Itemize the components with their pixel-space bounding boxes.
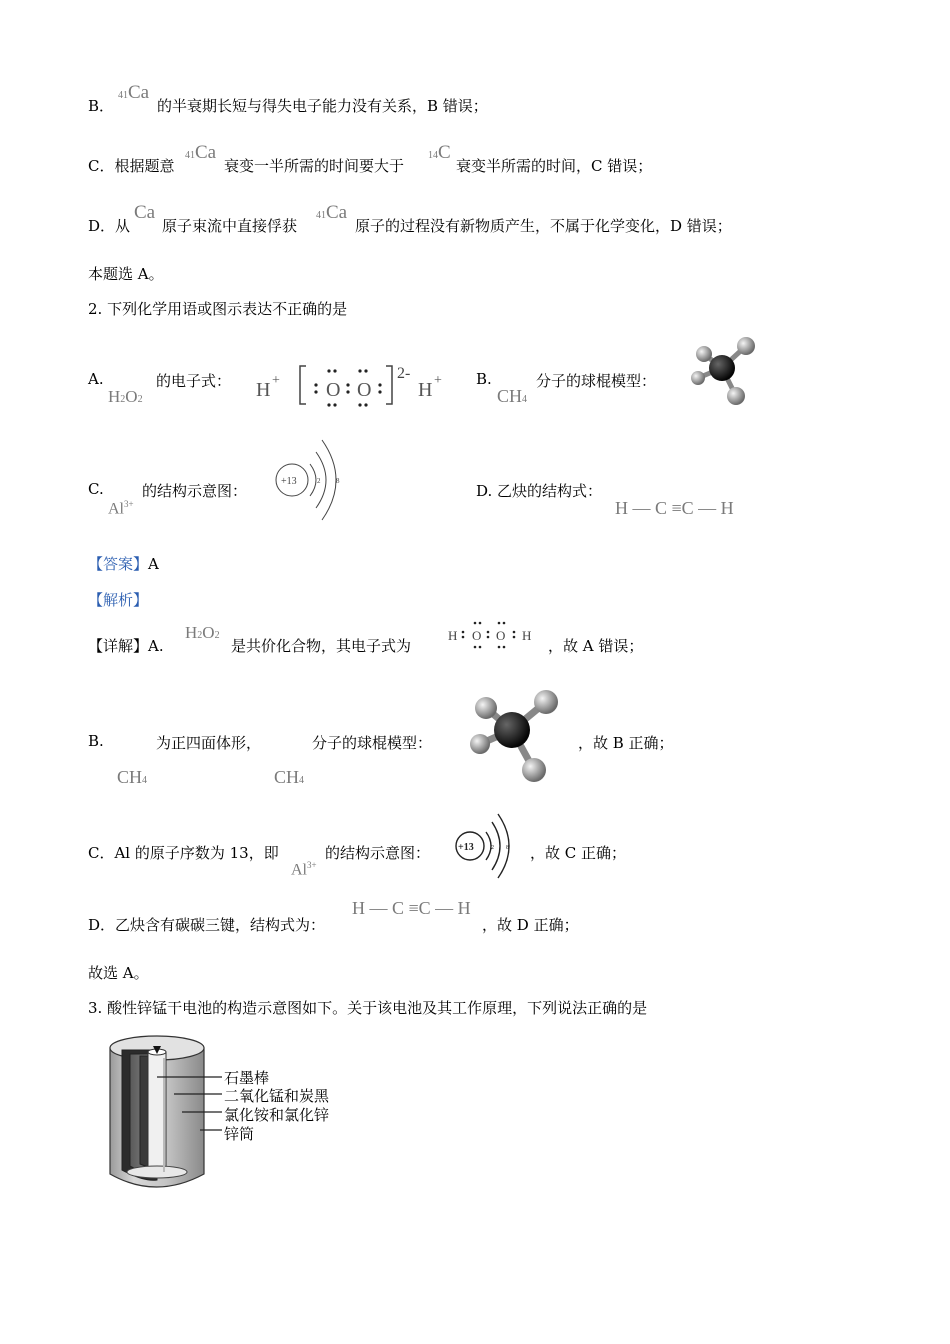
formula-sub: 2 [214,630,220,641]
q2-conclusion: 故选 A。 [88,964,149,982]
oxygen-1: O [472,628,482,643]
element-ca: Ca [134,202,156,223]
detail-a-end: ，故 A 错误； [548,637,644,655]
ion-symbol: Al [291,861,307,879]
formula-ch4 [497,386,527,407]
q2-title: 2. 下列化学用语或图示表达不正确的是 [88,300,348,318]
element-symbol: Ca [195,142,217,163]
oxygen-2: O [357,379,372,401]
ion-charge: 3+ [124,499,134,509]
shell-1-electrons: 2 [491,845,494,851]
formula-part: O [125,387,138,406]
h-right: H [418,379,433,401]
nucleus-charge: +13 [458,842,474,853]
detail-a-mid: 是共价化合物，其电子式为 [231,637,412,655]
isotope-ca41 [118,82,149,104]
q2-option-a-label: A. [88,370,104,388]
element-symbol: Ca [326,202,348,223]
q2-option-a-text: 的电子式： [156,372,232,390]
q1-option-c: C．根据题意 [88,157,175,175]
formula-sub: 4 [142,775,148,786]
q1-option-c-mid: 衰变一半所需的时间要大于 [224,157,405,175]
formula-part: CH [274,767,300,787]
q2-option-c-text: 的结构示意图： [142,482,248,500]
formula-part: CH [117,767,143,787]
ion-al3 [291,860,317,879]
q1-option-d-mid: 原子束流中直接俘获 [162,217,298,235]
formula-part: O [202,623,215,642]
formula-sub: 4 [522,394,528,405]
detail-tag: 【详解】 [88,637,149,655]
al-ion-structure-diagram [270,438,350,522]
acetylene-structural-formula: H — C ≡C — H [352,898,471,918]
h2o2-electron-formula [446,618,538,652]
q2-option-d-label: D. 乙炔的结构式： [476,482,603,500]
shell-1-electrons: 2 [317,477,321,485]
answer-tag: 【答案】 [88,555,149,573]
formula-ch4 [274,767,304,788]
mass-number: 41 [185,150,195,161]
mass-number: 41 [316,210,326,221]
h-charge: + [434,373,442,388]
h-1: H [448,628,458,643]
mass-number: 41 [118,90,128,101]
formula-sub: 4 [299,775,305,786]
option-label: B． [88,97,115,115]
formula-part: H [185,623,198,642]
q1-option-d-text: 原子的过程没有新物质产生，不属于化学变化，D 错误； [355,217,732,235]
h-left: H [256,379,271,401]
isotope-c14 [428,142,451,164]
isotope-ca41 [316,202,347,224]
al-ion-structure-diagram [452,812,518,880]
formula-ch4 [117,767,147,788]
ionic-electron-formula [252,360,462,410]
detail-b-text1: 为正四面体形， [156,734,262,752]
detail-b-end: ，故 B 正确； [578,734,674,752]
q2-option-c-label: C. [88,480,104,498]
q2-option-b-label: B. [476,370,492,388]
h-2: H [522,628,532,643]
ion-symbol: Al [108,500,124,518]
detail-c-text: 的结构示意图： [325,844,431,862]
detail-c-label: C．Al 的原子序数为 13，即 [88,844,279,862]
formula-sub: 2 [137,394,143,405]
q1-conclusion: 本题选 A。 [88,265,164,283]
detail-d-end: ，故 D 正确； [482,916,579,934]
methane-ball-stick-model [462,684,568,790]
electron-dots [462,622,516,649]
ion-al3 [108,499,134,518]
electron-dots [314,369,381,406]
analysis-tag: 【解析】 [88,591,149,609]
element-symbol: Ca [128,82,150,103]
q1-option-d: D．从 [88,217,131,235]
oxygen-2: O [496,628,506,643]
detail-label: A. [148,637,164,655]
label-mno2-carbon-black: 二氧化锰和炭黑 [224,1087,330,1105]
detail-b-text2: 分子的球棍模型： [312,734,433,752]
q2-option-b-text: 分子的球棍模型： [536,372,657,390]
formula-sub: 2 [120,394,126,405]
h-charge: + [272,373,280,388]
isotope-ca41 [185,142,216,164]
detail-b-label: B. [88,732,104,750]
detail-d-label: D．乙炔含有碳碳三键，结构式为： [88,916,326,934]
label-zinc-can: 锌筒 [224,1125,255,1143]
ion-charge: 3+ [307,860,317,870]
q1-option-c-text: 衰变半所需的时间，C 错误； [456,157,653,175]
answer-line [88,553,159,574]
detail-a [88,635,164,656]
label-graphite-rod: 石墨棒 [224,1069,270,1087]
q3-title: 3. 酸性锌锰干电池的构造示意图如下。关于该电池及其工作原理，下列说法正确的是 [88,999,648,1017]
methane-ball-stick-model [684,332,764,412]
ion-charge: 2- [397,365,411,382]
formula-part: H [108,387,121,406]
element-symbol: C [438,142,451,163]
oxygen-1: O [326,379,341,401]
detail-c-end: ，故 C 正确； [530,844,627,862]
formula-h2o2 [185,623,220,643]
label-nh4cl-zncl2: 氯化铵和氯化锌 [224,1106,330,1124]
formula-h2o2 [108,387,143,407]
shell-2-electrons: 8 [336,477,340,485]
formula-part: CH [497,386,523,406]
nucleus-charge: +13 [281,476,297,487]
q1-option-b [88,95,114,116]
acetylene-structural-formula: H — C ≡C — H [615,498,734,518]
answer-value: A [148,555,159,573]
shell-2-electrons: 8 [506,845,509,851]
formula-sub: 2 [197,630,203,641]
q1-option-b-text: 的半衰期长短与得失电子能力没有关系，B 错误； [157,97,488,115]
mass-number: 14 [428,150,438,161]
